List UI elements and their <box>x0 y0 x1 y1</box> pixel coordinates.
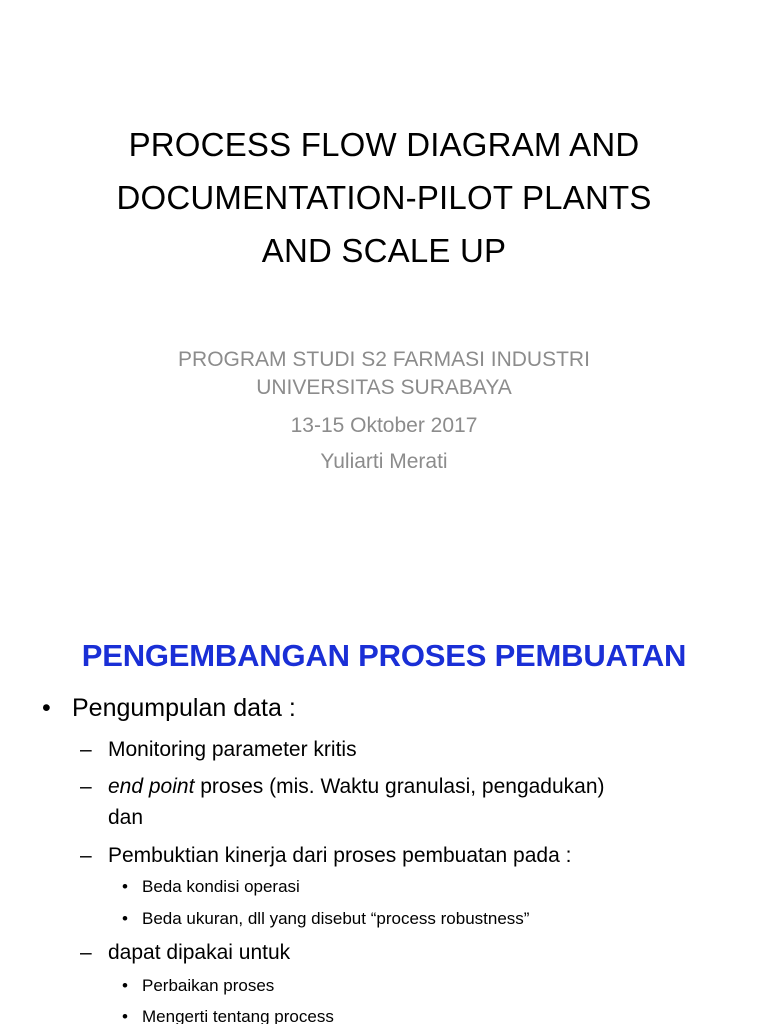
bullet-marker: • <box>122 1007 128 1024</box>
bullet-text: proses (mis. Waktu granulasi, pengadukan) <box>194 775 605 798</box>
program-line-2: UNIVERSITAS SURABAYA <box>256 376 512 399</box>
bullet-level1 <box>42 694 296 723</box>
program-line-1: PROGRAM STUDI S2 FARMASI INDUSTRI <box>178 348 590 371</box>
bullet-text: Perbaikan proses <box>142 976 275 995</box>
bullet-level2 <box>80 844 571 868</box>
presentation-date: 13-15 Oktober 2017 <box>290 414 478 437</box>
bullet-text: Pembuktian kinerja dari proses pembuatan pada : <box>108 844 572 867</box>
presentation-subtitle <box>100 346 668 476</box>
bullet-level3 <box>122 976 274 996</box>
bullet-text: Monitoring parameter kritis <box>108 738 357 761</box>
bullet-level3 <box>122 877 300 897</box>
dash-marker: – <box>80 941 92 964</box>
slide-title: PENGEMBANGAN PROSES PEMBUATAN <box>81 638 687 673</box>
title-line-2: DOCUMENTATION-PILOT PLANTS <box>116 179 652 216</box>
title-line-1: PROCESS FLOW DIAGRAM AND <box>128 126 640 163</box>
dash-marker: – <box>80 844 92 867</box>
bullet-marker: • <box>122 909 128 928</box>
bullet-text: Mengerti tentang process <box>142 1007 334 1024</box>
bullet-marker: • <box>122 877 128 896</box>
bullet-level2 <box>80 941 290 965</box>
presentation-title <box>60 118 708 277</box>
content-slide <box>0 576 768 1024</box>
bullet-level3 <box>122 1007 334 1024</box>
presentation-author: Yuliarti Merati <box>320 450 448 473</box>
bullet-text: dapat dipakai untuk <box>108 941 291 964</box>
bullet-level3 <box>122 909 529 929</box>
bullet-text: Pengumpulan data : <box>72 694 296 722</box>
bullet-text: Beda ukuran, dll yang disebut “process robustness” <box>142 909 530 928</box>
dash-marker: – <box>80 738 92 761</box>
bullet-level2 <box>80 775 605 799</box>
dash-marker: – <box>80 775 92 798</box>
title-line-3: AND SCALE UP <box>261 232 507 269</box>
bullet-marker: • <box>42 694 51 722</box>
bullet-level2 <box>80 738 357 762</box>
bullet-text-italic: end point <box>108 775 195 798</box>
bullet-text: Beda kondisi operasi <box>142 877 300 896</box>
bullet-continuation: dan <box>108 806 144 829</box>
bullet-marker: • <box>122 976 128 995</box>
